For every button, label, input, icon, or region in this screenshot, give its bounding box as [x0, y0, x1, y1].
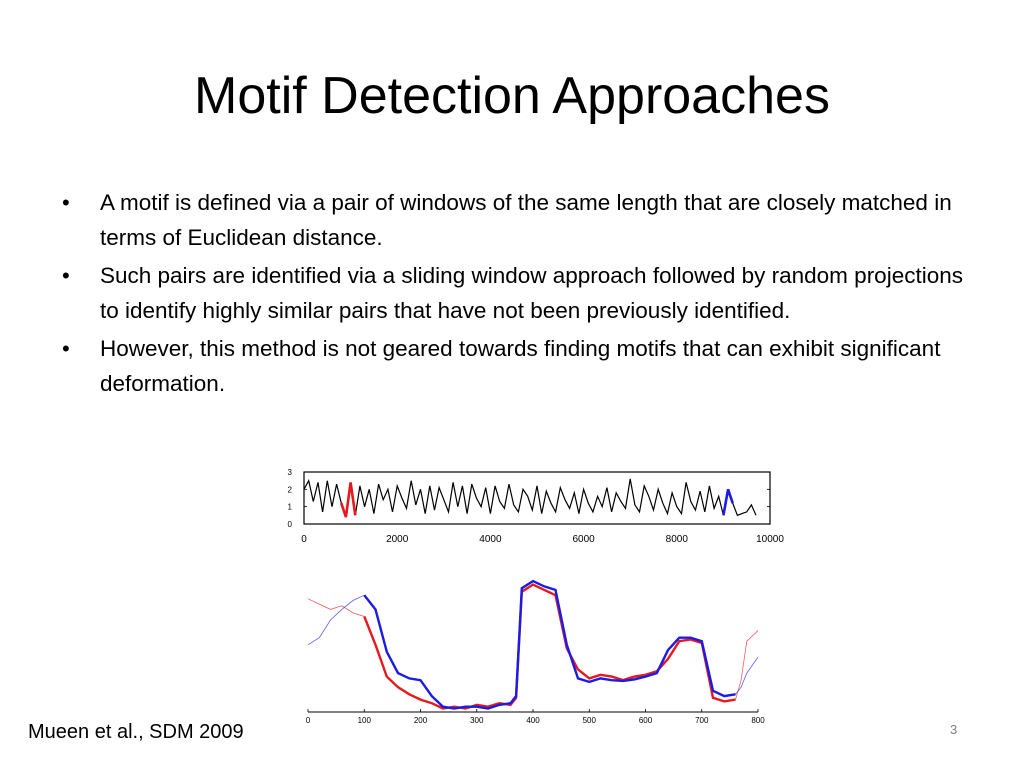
bullet-text: A motif is defined via a pair of windows of the same length that are closely matched in terms of Euclidean distance. [100, 190, 952, 250]
bullet-item [62, 258, 982, 328]
highlight-segment [723, 489, 732, 515]
series-line [364, 581, 735, 708]
series-line [364, 585, 735, 709]
bullet-text: Such pairs are identified via a sliding window approach followed by random projections to identify highly similar pairs that have not been previously identified. [100, 263, 963, 323]
x-tick-label: 700 [695, 716, 709, 725]
x-tick-label: 300 [470, 716, 484, 725]
bullet-item [62, 331, 982, 401]
x-tick-label: 8000 [665, 534, 688, 545]
bullet-dot-icon: • [62, 190, 70, 215]
motif-comparison-chart [296, 570, 776, 730]
bullet-dot-icon: • [62, 263, 70, 288]
x-tick-label: 100 [357, 716, 371, 725]
bullet-item [62, 185, 982, 255]
y-tick-label: 1 [287, 502, 292, 512]
series-line [736, 631, 759, 700]
x-tick-label: 400 [526, 716, 540, 725]
x-tick-label: 0 [305, 716, 311, 725]
series-line [304, 479, 756, 517]
plot-frame [304, 472, 770, 524]
page-number: 3 [950, 722, 958, 737]
slide-title: Motif Detection Approaches [194, 67, 830, 125]
highlight-segment [341, 482, 355, 517]
bullet-text: However, this method is not geared towards finding motifs that can exhibit significant deformation. [100, 336, 941, 396]
bullet-dot-icon: • [62, 336, 70, 361]
x-tick-label: 2000 [386, 534, 409, 545]
time-series-overview-chart [276, 466, 796, 550]
x-tick-label: 0 [301, 534, 307, 545]
x-tick-label: 10000 [756, 534, 784, 545]
x-tick-label: 500 [582, 716, 596, 725]
x-tick-label: 600 [638, 716, 653, 725]
x-tick-label: 4000 [479, 534, 502, 545]
x-tick-label: 200 [413, 716, 428, 725]
x-tick-label: 800 [751, 716, 765, 725]
x-tick-label: 6000 [572, 534, 595, 545]
y-tick-label: 2 [287, 485, 292, 495]
y-tick-label: 3 [287, 468, 292, 477]
bullet-list [62, 185, 982, 404]
y-tick-label: 0 [287, 520, 292, 529]
citation: Mueen et al., SDM 2009 [28, 721, 244, 743]
